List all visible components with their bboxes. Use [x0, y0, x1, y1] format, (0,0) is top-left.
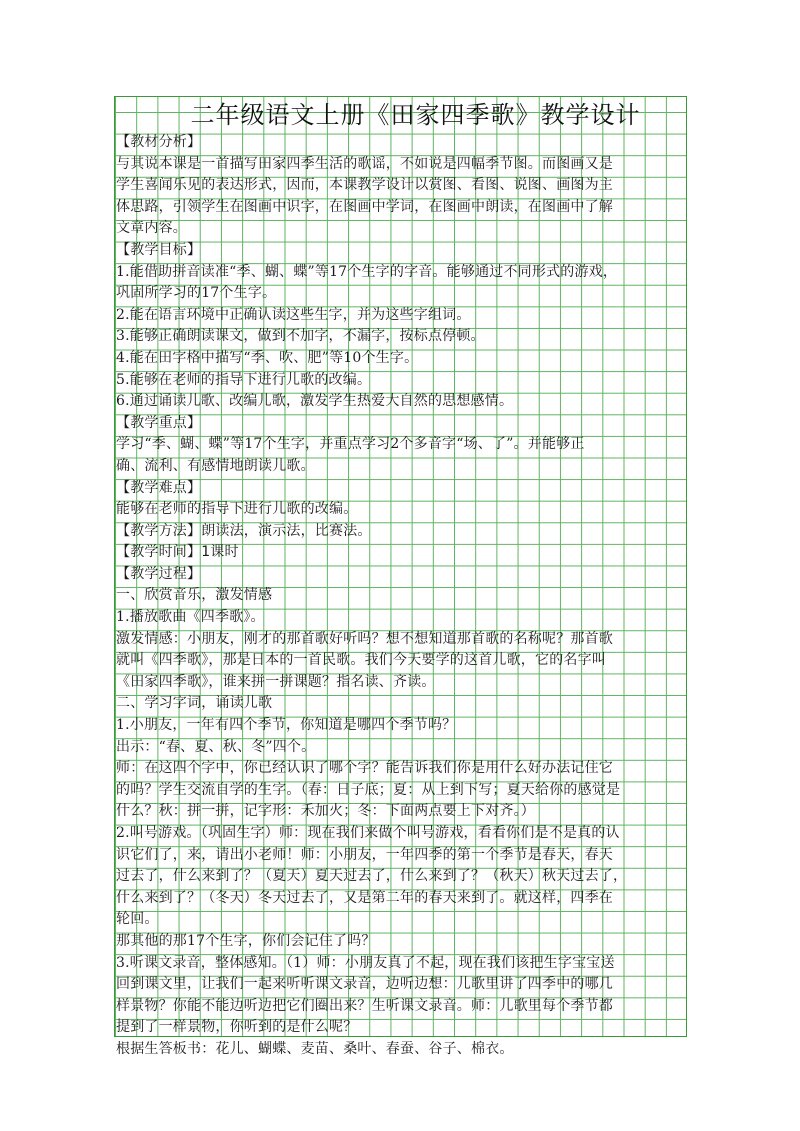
text-line: 二、学习字词，诵读儿歌 — [116, 695, 273, 712]
text-line: 过去了，什么来到了？（夏天）夏天过去了，什么来到了？（秋天）秋天过去了， — [116, 868, 628, 885]
text-line: 师：在这四个字中，你已经认识了哪个字？能告诉我们你是用什么好办法记住它 — [116, 760, 613, 777]
text-line: 文章内容。 — [116, 220, 187, 237]
text-line: 3.能够正确朗读课文，做到不加字，不漏字，按标点停顿。 — [116, 328, 485, 345]
text-line: 就叫《四季歌》，那是日本的一首民歌。我们今天要学的这首儿歌，它的名字叫 — [116, 652, 606, 669]
section-heading: 【教材分析】 — [116, 134, 202, 150]
text-line: 根据生答板书：花儿、蝴蝶、麦苗、桑叶、春蚕、谷子、棉衣。 — [116, 1040, 514, 1057]
text-line: 1.能借助拼音读准“季、蝴、蝶”等17个生字的字音。能够通过不同形式的游戏， — [116, 263, 618, 280]
section-heading: 【教学目标】 — [116, 241, 202, 258]
text-line: 提到了一样景物，你听到的是什么呢？ — [116, 1019, 358, 1036]
section-heading: 【教学难点】 — [116, 479, 202, 496]
document-title: 二年级语文上册《田家四季歌》教学设计 — [190, 101, 641, 129]
text-line: 2.叫号游戏。（巩固生字）师：现在我们来做个叫号游戏，看看你们是不是真的认 — [116, 825, 620, 841]
text-line: 什么来到了？（冬天）冬天过去了，又是第二年的春天来到了。就这样，四季在 — [116, 889, 613, 906]
text-line: 6.通过诵读儿歌、改编儿歌，激发学生热爱大自然的思想感情。 — [116, 393, 514, 410]
text-line: 回到课文里，让我们一起来听听课文录音，边听边想：儿歌里讲了四季中的哪几 — [116, 976, 613, 993]
text-line: 与其说本课是一首描写田家四季生活的歌谣，不如说是四幅季节图。而图画又是 — [116, 155, 613, 172]
text-line: 激发情感：小朋友，刚才的那首歌好听吗？想不想知道那首歌的名称呢？那首歌 — [116, 630, 613, 647]
text-line: 5.能够在老师的指导下进行儿歌的改编。 — [116, 371, 372, 388]
text-line: 出示：“春、夏、秋、冬”四个。 — [116, 738, 316, 755]
document-lines — [114, 132, 687, 1061]
text-line: 能够在老师的指导下进行儿歌的改编。 — [116, 501, 358, 518]
section-heading: 【教学过程】 — [116, 565, 202, 582]
text-line: 《田家四季歌》，谁来拼一拼课题？指名读、齐读。 — [116, 673, 436, 690]
text-line: 一、欣赏音乐，激发情感 — [116, 587, 273, 604]
text-line: 体思路，引领学生在图画中识字，在图画中学词，在图画中朗读，在图画中了解 — [116, 198, 613, 215]
text-line: 确、流利、有感情地朗读儿歌。 — [116, 457, 315, 474]
text-line: 巩固所学习的17个生字。 — [116, 285, 277, 302]
text-line: 1.小朋友，一年有四个季节，你知道是哪四个季节吗？ — [116, 717, 457, 734]
section-heading: 【教学方法】朗读法，演示法，比赛法。 — [116, 522, 372, 539]
text-line: 1.播放歌曲《四季歌》。 — [116, 609, 265, 626]
text-line: 学习“季、蝴、蝶”等17个生字，并重点学习2个多音字“场、了”。并能够正 — [116, 436, 585, 453]
text-line: 识它们了，来，请出小老师！师：小朋友，一年四季的第一个季节是春天，春天 — [116, 846, 613, 863]
text-line: 的吗？学生交流自学的生字。（春：日子底；夏：从上到下写；夏天给你的感觉是 — [116, 781, 621, 798]
text-line: 4.能在田字格中描写“季、吹、肥”等10个生字。 — [116, 349, 419, 366]
text-line: 那其他的那17个生字，你们会记住了吗？ — [116, 932, 376, 949]
text-line: 轮回。 — [116, 911, 159, 928]
text-line: 学生喜闻乐见的表达形式，因而，本课教学设计以赏图、看图、说图、画图为主 — [116, 177, 613, 194]
text-line: 样景物？你能不能边听边把它们圈出来？生听课文录音。师：儿歌里每个季节都 — [116, 997, 613, 1014]
text-line: 什么？秋：拼一拼，记字形：禾加火；冬：下面两点要上下对齐。） — [116, 803, 535, 820]
document-body — [114, 96, 687, 1061]
text-line: 3.听课文录音，整体感知。（1）师：小朋友真了不起，现在我们该把生字宝宝送 — [116, 954, 615, 971]
section-heading: 【教学重点】 — [116, 414, 202, 431]
text-line: 2.能在语言环境中正确认读这些生字，并为这些字组词。 — [116, 306, 471, 323]
section-heading: 【教学时间】1课时 — [116, 544, 239, 561]
